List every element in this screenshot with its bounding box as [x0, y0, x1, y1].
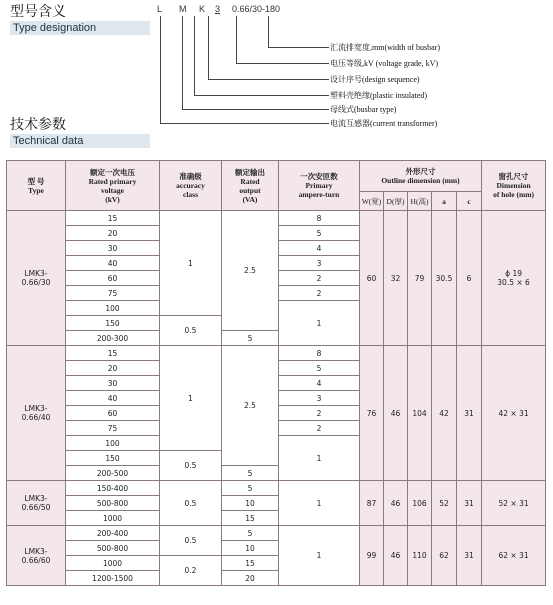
voltage-cell: 150	[66, 451, 160, 466]
voltage-cell: 75	[66, 421, 160, 436]
header-voltage: 额定一次电压 Rated primary voltage (kV)	[66, 161, 160, 211]
voltage-cell: 1000	[66, 511, 160, 526]
code-letter-m: M	[179, 4, 187, 14]
dimension-w-cell: 76	[360, 346, 384, 481]
type-cell: LMK3- 0.66/30	[7, 211, 66, 346]
ampere-turn-cell: 4	[279, 376, 360, 391]
table-row	[7, 346, 546, 361]
header-hole: 窗孔尺寸 Dimension of hole (mm)	[482, 161, 546, 211]
accuracy-cell: 0.5	[160, 481, 222, 526]
ampere-turn-cell: 2	[279, 421, 360, 436]
dimension-d-cell: 32	[384, 211, 408, 346]
dimension-w-cell: 87	[360, 481, 384, 526]
output-cell: 10	[222, 496, 279, 511]
accuracy-cell: 1	[160, 346, 222, 451]
ampere-turn-cell: 3	[279, 391, 360, 406]
table-row	[7, 526, 546, 541]
output-cell: 2.5	[222, 346, 279, 466]
ampere-turn-cell: 8	[279, 346, 360, 361]
type-designation-title-cn: 型号含义	[10, 4, 66, 20]
code-letter-3: 3	[215, 4, 221, 14]
voltage-cell: 60	[66, 406, 160, 421]
voltage-cell: 150-400	[66, 481, 160, 496]
type-cell: LMK3- 0.66/40	[7, 346, 66, 481]
ampere-turn-cell: 1	[279, 436, 360, 481]
ampere-turn-cell: 5	[279, 226, 360, 241]
type-designation-title-en: Type designation	[10, 21, 150, 35]
header-h: H(高)	[408, 192, 432, 211]
accuracy-cell: 0.5	[160, 526, 222, 556]
voltage-cell: 200-300	[66, 331, 160, 346]
voltage-cell: 100	[66, 301, 160, 316]
code-letter-l: L	[157, 4, 163, 14]
dimension-c-cell: 31	[457, 526, 482, 586]
hole-dimension-cell: 42 × 31	[482, 346, 546, 481]
voltage-cell: 150	[66, 316, 160, 331]
accuracy-cell: 1	[160, 211, 222, 316]
accuracy-cell: 0.2	[160, 556, 222, 586]
ampere-turn-cell: 2	[279, 406, 360, 421]
output-cell: 5	[222, 331, 279, 346]
header-type: 型 号 Type	[7, 161, 66, 211]
dimension-h-cell: 104	[408, 346, 432, 481]
dimension-h-cell: 79	[408, 211, 432, 346]
voltage-cell: 1200-1500	[66, 571, 160, 586]
output-cell: 2.5	[222, 211, 279, 331]
type-cell: LMK3- 0.66/50	[7, 481, 66, 526]
dimension-a-cell: 52	[432, 481, 457, 526]
header-w: W(宽)	[360, 192, 384, 211]
voltage-cell: 75	[66, 286, 160, 301]
dimension-d-cell: 46	[384, 481, 408, 526]
voltage-cell: 60	[66, 271, 160, 286]
voltage-cell: 200-400	[66, 526, 160, 541]
output-cell: 20	[222, 571, 279, 586]
ampere-turn-cell: 5	[279, 361, 360, 376]
output-cell: 10	[222, 541, 279, 556]
dimension-c-cell: 31	[457, 481, 482, 526]
voltage-cell: 15	[66, 346, 160, 361]
voltage-cell: 30	[66, 241, 160, 256]
dimension-w-cell: 99	[360, 526, 384, 586]
output-cell: 15	[222, 511, 279, 526]
ampere-turn-cell: 2	[279, 286, 360, 301]
voltage-cell: 20	[66, 361, 160, 376]
hole-dimension-cell: ϕ 19 30.5 × 6	[482, 211, 546, 346]
ampere-turn-cell: 1	[279, 526, 360, 586]
leader-label-voltage-grade: 电压等级,kV (voltage grade, kV)	[330, 59, 439, 68]
technical-data-body	[7, 211, 546, 586]
technical-data-title-cn: 技术参数	[10, 117, 66, 133]
dimension-h-cell: 110	[408, 526, 432, 586]
dimension-d-cell: 46	[384, 346, 408, 481]
technical-data-title-en: Technical data	[10, 134, 150, 148]
dimension-a-cell: 42	[432, 346, 457, 481]
dimension-w-cell: 60	[360, 211, 384, 346]
voltage-cell: 40	[66, 256, 160, 271]
output-cell: 5	[222, 466, 279, 481]
accuracy-cell: 0.5	[160, 451, 222, 481]
voltage-cell: 15	[66, 211, 160, 226]
header-outline: 外形尺寸 Outline dimension (mm)	[360, 161, 482, 192]
leader-label-busbar-type: 母线式(busbar type)	[330, 105, 397, 114]
voltage-cell: 30	[66, 376, 160, 391]
leader-line-current-transformer	[160, 16, 329, 124]
technical-data-table	[6, 160, 546, 586]
code-rating: 0.66/30-180	[232, 4, 281, 14]
voltage-cell: 40	[66, 391, 160, 406]
output-cell: 5	[222, 481, 279, 496]
dimension-d-cell: 46	[384, 526, 408, 586]
voltage-cell: 500-800	[66, 541, 160, 556]
leader-label-plastic-insulated: 塑料壳绝缘(plastic insulated)	[330, 91, 428, 100]
header-c: c	[457, 192, 482, 211]
table-row	[7, 481, 546, 496]
header-ampere-turn: 一次安匝数 Primary ampere-turn	[279, 161, 360, 211]
voltage-cell: 200-500	[66, 466, 160, 481]
voltage-cell: 500-800	[66, 496, 160, 511]
type-cell: LMK3- 0.66/60	[7, 526, 66, 586]
ampere-turn-cell: 1	[279, 481, 360, 526]
dimension-a-cell: 30.5	[432, 211, 457, 346]
output-cell: 15	[222, 556, 279, 571]
leader-label-current-transformer: 电流互感器(current transformer)	[330, 119, 438, 128]
dimension-a-cell: 62	[432, 526, 457, 586]
dimension-h-cell: 106	[408, 481, 432, 526]
header-output: 额定输出 Rated output (VA)	[222, 161, 279, 211]
accuracy-cell: 0.5	[160, 316, 222, 346]
ampere-turn-cell: 1	[279, 301, 360, 346]
code-letter-k: K	[199, 4, 206, 14]
voltage-cell: 20	[66, 226, 160, 241]
voltage-cell: 1000	[66, 556, 160, 571]
header-accuracy: 准确级 accuracy class	[160, 161, 222, 211]
header-d: D(厚)	[384, 192, 408, 211]
hole-dimension-cell: 52 × 31	[482, 481, 546, 526]
header-a: a	[432, 192, 457, 211]
ampere-turn-cell: 2	[279, 271, 360, 286]
leader-label-busbar-width: 汇流排宽度,mm(width of busbar)	[330, 43, 440, 52]
ampere-turn-cell: 8	[279, 211, 360, 226]
dimension-c-cell: 31	[457, 346, 482, 481]
voltage-cell: 100	[66, 436, 160, 451]
leader-label-design-sequence: 设计序号(design sequence)	[330, 75, 420, 84]
ampere-turn-cell: 3	[279, 256, 360, 271]
table-row	[7, 211, 546, 226]
ampere-turn-cell: 4	[279, 241, 360, 256]
hole-dimension-cell: 62 × 31	[482, 526, 546, 586]
output-cell: 5	[222, 526, 279, 541]
dimension-c-cell: 6	[457, 211, 482, 346]
